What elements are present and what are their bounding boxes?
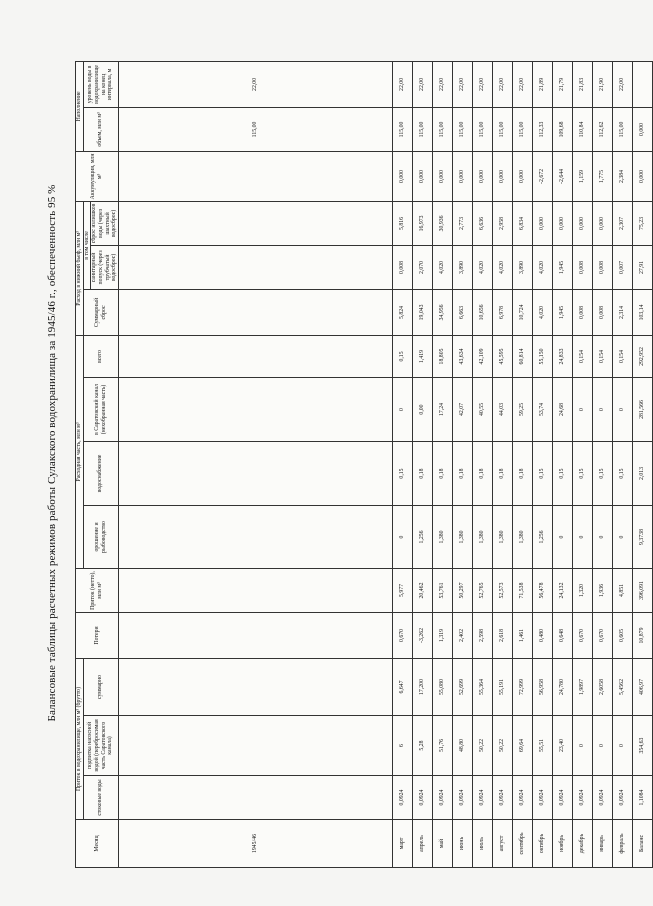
- cell-level: 22,00: [493, 61, 513, 107]
- cell-canal: 59,25: [513, 377, 533, 441]
- cell-month: декабрь: [573, 820, 593, 868]
- cell-discharge: 5,824: [393, 289, 413, 335]
- cell-spill: 2,307: [613, 201, 633, 245]
- cell-net: 4,851: [613, 568, 633, 612]
- table-row: [413, 61, 433, 867]
- cell-accum: 1,159: [573, 151, 593, 201]
- cell-pumped: 6: [393, 716, 413, 776]
- header-net-inflow: Приток (нетто), млн м³: [76, 568, 119, 612]
- cell-water-supply: 0,18: [473, 441, 493, 505]
- cell-net: 396,091: [633, 568, 653, 612]
- cell-spill: 0,000: [593, 201, 613, 245]
- cell-canal: 0,00: [413, 377, 433, 441]
- cell-sanitary: 3,890: [513, 245, 533, 289]
- cell-cons-total: 24,833: [553, 335, 573, 377]
- cell-spill: 75,23: [633, 201, 653, 245]
- cell-accum: 0,000: [513, 151, 533, 201]
- cell-runoff: 0,0924: [533, 776, 553, 820]
- balance-table: [75, 61, 653, 868]
- header-volume: объем, млн м³: [83, 107, 118, 151]
- cell-losses: 0,670: [573, 612, 593, 658]
- cell-water-supply: 0,18: [433, 441, 453, 505]
- cell-canal: 281,566: [633, 377, 653, 441]
- table-row: [513, 61, 533, 867]
- cell-volume: 109,68: [553, 107, 573, 151]
- cell-total: 5,4562: [613, 658, 633, 715]
- cell-losses: 2,598: [473, 612, 493, 658]
- cell-cons-total: 0,154: [613, 335, 633, 377]
- cell-total: 17,200: [413, 658, 433, 715]
- cell-water-supply: 0,18: [413, 441, 433, 505]
- header-spill: сброс излишков воды (через шахтный водосброс): [91, 201, 119, 245]
- cell-runoff: 0,0924: [433, 776, 453, 820]
- table-row: [453, 61, 473, 867]
- cell-accum: -2,644: [553, 151, 573, 201]
- cell-water-supply: 0,18: [453, 441, 473, 505]
- cell-discharge: 6,663: [453, 289, 473, 335]
- year-label: 1945/46: [118, 820, 392, 868]
- cell-irrigation: 1,256: [533, 505, 553, 568]
- cell-volume: 112,62: [593, 107, 613, 151]
- cell-canal: 44,03: [493, 377, 513, 441]
- cell-level: 21,79: [553, 61, 573, 107]
- cell-month: январь: [593, 820, 613, 868]
- header-consumption-total: всего: [83, 335, 118, 377]
- header-irrigation: орошение и рыбоводство: [83, 505, 118, 568]
- cell-canal: 24,68: [553, 377, 573, 441]
- cell-level: 21,90: [593, 61, 613, 107]
- cell-sanitary: 0,007: [613, 245, 633, 289]
- cell-pumped: 51,76: [433, 716, 453, 776]
- cell-runoff: 0,0924: [473, 776, 493, 820]
- cell-total: 55,191: [493, 658, 513, 715]
- cell-pumped: 48,80: [453, 716, 473, 776]
- cell-runoff: 0,0924: [573, 776, 593, 820]
- cell-sanitary: 4,020: [493, 245, 513, 289]
- cell-sanitary: 0,008: [573, 245, 593, 289]
- cell-water-supply: 0,15: [533, 441, 553, 505]
- cell-net: 24,132: [553, 568, 573, 612]
- cell-level: 22,00: [513, 61, 533, 107]
- header-pumped: подпитка насосной водой (перебросимая часть Саратовского канала): [83, 716, 118, 776]
- cell-accum: 0,000: [413, 151, 433, 201]
- header-incl: в том числе: [83, 201, 91, 289]
- cell-total: 72,999: [513, 658, 533, 715]
- cell-volume: 115,00: [493, 107, 513, 151]
- cell-pumped: 23,40: [553, 716, 573, 776]
- cell-volume: 115,00: [433, 107, 453, 151]
- cell-irrigation: 0: [613, 505, 633, 568]
- cell-cons-total: 18,805: [433, 335, 453, 377]
- cell-discharge: 10,656: [473, 289, 493, 335]
- cell-irrigation: 1,380: [433, 505, 453, 568]
- cell-accum: -2,672: [533, 151, 553, 201]
- cell-accum: 2,384: [613, 151, 633, 201]
- cell-losses: 0,670: [593, 612, 613, 658]
- header-runoff: стоковые воды: [83, 776, 118, 820]
- table-row: [433, 61, 453, 867]
- cell-total: 2,6058: [593, 658, 613, 715]
- cell-month: июнь: [453, 820, 473, 868]
- cell-net: 71,538: [513, 568, 533, 612]
- cell-cons-total: 60,814: [513, 335, 533, 377]
- cell-losses: 1,461: [513, 612, 533, 658]
- cell-runoff: 0,0924: [393, 776, 413, 820]
- cell-accum: 0,000: [393, 151, 413, 201]
- cell-accum: 0,000: [473, 151, 493, 201]
- cell-pumped: 50,22: [473, 716, 493, 776]
- cell-discharge: 19,043: [413, 289, 433, 335]
- cell-month: Баланс: [633, 820, 653, 868]
- cell-spill: 6,636: [473, 201, 493, 245]
- cell-losses: 0,605: [613, 612, 633, 658]
- cell-losses: 0,480: [533, 612, 553, 658]
- cell-sanitary: 4,020: [433, 245, 453, 289]
- cell-month: март: [393, 820, 413, 868]
- cell-runoff: 0,0924: [513, 776, 533, 820]
- cell-volume: 115,00: [393, 107, 413, 151]
- cell-month: октябрь: [533, 820, 553, 868]
- cell-cons-total: 43,634: [453, 335, 473, 377]
- cell-total: 24,780: [553, 658, 573, 715]
- table-row: [553, 61, 573, 867]
- cell-canal: 17,24: [433, 377, 453, 441]
- cell-irrigation: 1,380: [493, 505, 513, 568]
- cell-water-supply: 0,15: [573, 441, 593, 505]
- table-row: [533, 61, 553, 867]
- cell-spill: 5,816: [393, 201, 413, 245]
- cell-losses: 1,319: [433, 612, 453, 658]
- table-row: [473, 61, 493, 867]
- cell-pumped: 55,51: [533, 716, 553, 776]
- cell-pumped: 50,22: [493, 716, 513, 776]
- cell-month: апрель: [413, 820, 433, 868]
- cell-month: сентябрь: [513, 820, 533, 868]
- cell-net: 50,297: [453, 568, 473, 612]
- cell-accum: 0,000: [453, 151, 473, 201]
- cell-canal: 40,55: [473, 377, 493, 441]
- cell-sanitary: 2,070: [413, 245, 433, 289]
- cell-month: май: [433, 820, 453, 868]
- cell-irrigation: 1,380: [453, 505, 473, 568]
- header-level: уровень воды в водохранилище на конец интервала, м: [83, 61, 118, 107]
- cell-spill: 0,000: [533, 201, 553, 245]
- cell-total: 55,080: [433, 658, 453, 715]
- cell-canal: 0: [573, 377, 593, 441]
- header-discharge-group: Расход в нижний бьеф, млн м³: [76, 201, 84, 335]
- cell-net: 52,573: [493, 568, 513, 612]
- cell-level: 22,00: [413, 61, 433, 107]
- cell-irrigation: 0: [393, 505, 413, 568]
- cell-net: 56,478: [533, 568, 553, 612]
- cell-cons-total: 1,419: [413, 335, 433, 377]
- cell-total: 406,97: [633, 658, 653, 715]
- cell-discharge: 1,945: [553, 289, 573, 335]
- cell-pumped: 5,28: [413, 716, 433, 776]
- cell-losses: 2,618: [493, 612, 513, 658]
- cell-volume: 0,000: [633, 107, 653, 151]
- cell-losses: 0,670: [393, 612, 413, 658]
- cell-net: 52,765: [473, 568, 493, 612]
- cell-month: июль: [473, 820, 493, 868]
- cell-spill: 16,973: [413, 201, 433, 245]
- initial-level: 22,00: [118, 61, 392, 107]
- cell-runoff: 1,1084: [633, 776, 653, 820]
- cell-level: [633, 61, 653, 107]
- cell-month: ноябрь: [553, 820, 573, 868]
- cell-level: 22,00: [393, 61, 413, 107]
- cell-total: 6,647: [393, 658, 413, 715]
- cell-irrigation: 1,380: [473, 505, 493, 568]
- page-heading: Балансовые таблицы расчетных режимов работы Сулакского водохранилища за 1945/46 г., обеспеченность 95 %: [46, 184, 58, 722]
- header-losses: Потери: [76, 612, 119, 658]
- cell-irrigation: 1,380: [513, 505, 533, 568]
- header-filling-group: Наполнение: [76, 61, 84, 151]
- totals-row: [633, 61, 653, 867]
- cell-runoff: 0,0924: [413, 776, 433, 820]
- cell-discharge: 0,008: [593, 289, 613, 335]
- cell-cons-total: 0,15: [393, 335, 413, 377]
- cell-month: август: [493, 820, 513, 868]
- initial-volume: 115,00: [118, 107, 392, 151]
- cell-level: 22,00: [613, 61, 633, 107]
- table-row: [593, 61, 613, 867]
- header-month: Месяц: [76, 820, 119, 868]
- cell-total: 55,364: [473, 658, 493, 715]
- cell-pumped: 354,63: [633, 716, 653, 776]
- cell-volume: 115,00: [513, 107, 533, 151]
- cell-runoff: 0,0924: [553, 776, 573, 820]
- cell-losses: 10,879: [633, 612, 653, 658]
- cell-volume: 110,84: [573, 107, 593, 151]
- cell-level: 22,00: [453, 61, 473, 107]
- cell-sanitary: 0,008: [593, 245, 613, 289]
- cell-spill: 2,773: [453, 201, 473, 245]
- cell-irrigation: 0: [593, 505, 613, 568]
- cell-canal: 0: [613, 377, 633, 441]
- cell-accum: 0,000: [493, 151, 513, 201]
- cell-runoff: 0,0924: [613, 776, 633, 820]
- cell-canal: 0: [393, 377, 413, 441]
- cell-cons-total: 45,595: [493, 335, 513, 377]
- header-consumption-group: Расходная часть, млн м³: [76, 335, 84, 568]
- cell-runoff: 0,0924: [453, 776, 473, 820]
- cell-net: 1,320: [573, 568, 593, 612]
- cell-pumped: 0: [613, 716, 633, 776]
- cell-discharge: 2,314: [613, 289, 633, 335]
- cell-sanitary: 3,890: [453, 245, 473, 289]
- cell-total: 1,9897: [573, 658, 593, 715]
- cell-pumped: 0: [593, 716, 613, 776]
- cell-month: февраль: [613, 820, 633, 868]
- table-row: [493, 61, 513, 867]
- header-water-supply: водоснабжение: [83, 441, 118, 505]
- cell-cons-total: 0,154: [593, 335, 613, 377]
- cell-level: 22,00: [433, 61, 453, 107]
- cell-cons-total: 55,150: [533, 335, 553, 377]
- cell-volume: 115,00: [613, 107, 633, 151]
- cell-water-supply: 0,15: [393, 441, 413, 505]
- cell-irrigation: 0: [573, 505, 593, 568]
- cell-cons-total: 292,952: [633, 335, 653, 377]
- cell-discharge: 6,978: [493, 289, 513, 335]
- header-to-canal: в Саратовский канал (нехобранная часть): [83, 377, 118, 441]
- cell-spill: 30,936: [433, 201, 453, 245]
- cell-water-supply: 0,18: [493, 441, 513, 505]
- cell-water-supply: 2,013: [633, 441, 653, 505]
- header-sanitary: санитарный попуск (через трубчатый водосброс): [91, 245, 119, 289]
- table-row: [573, 61, 593, 867]
- cell-total: 56,958: [533, 658, 553, 715]
- cell-net: 5,977: [393, 568, 413, 612]
- cell-discharge: 0,008: [573, 289, 593, 335]
- cell-spill: 0,000: [553, 201, 573, 245]
- cell-level: 22,00: [473, 61, 493, 107]
- cell-spill: 0,000: [573, 201, 593, 245]
- cell-losses: 0,648: [553, 612, 573, 658]
- cell-canal: 42,07: [453, 377, 473, 441]
- table-row: [393, 61, 413, 867]
- cell-pumped: 0: [573, 716, 593, 776]
- cell-irrigation: 9,3738: [633, 505, 653, 568]
- cell-sanitary: 4,020: [473, 245, 493, 289]
- cell-water-supply: 0,15: [553, 441, 573, 505]
- cell-water-supply: 0,15: [613, 441, 633, 505]
- cell-net: 20,462: [413, 568, 433, 612]
- cell-spill: 6,834: [513, 201, 533, 245]
- table-row: [613, 61, 633, 867]
- cell-accum: 0,000: [433, 151, 453, 201]
- cell-accum: 1,775: [593, 151, 613, 201]
- cell-irrigation: 1,256: [413, 505, 433, 568]
- cell-irrigation: 0: [553, 505, 573, 568]
- header-discharge-sum: Суммарный сброс: [83, 289, 118, 335]
- cell-runoff: 0,0924: [593, 776, 613, 820]
- header-inflow-group: Приток в водохранилище, млн м³ (брутто): [76, 658, 84, 819]
- cell-net: 1,936: [593, 568, 613, 612]
- cell-level: 21,83: [573, 61, 593, 107]
- cell-volume: 115,00: [413, 107, 433, 151]
- header-accumulation: Аккумуляция, млн м³: [76, 151, 119, 201]
- cell-runoff: 0,0924: [493, 776, 513, 820]
- cell-canal: 53,74: [533, 377, 553, 441]
- cell-discharge: 10,724: [513, 289, 533, 335]
- cell-losses: -3,262: [413, 612, 433, 658]
- cell-losses: 2,402: [453, 612, 473, 658]
- cell-volume: 115,00: [453, 107, 473, 151]
- cell-sanitary: 1,945: [553, 245, 573, 289]
- cell-water-supply: 0,18: [513, 441, 533, 505]
- header-total-inflow: суммарно: [83, 658, 118, 715]
- cell-discharge: 103,14: [633, 289, 653, 335]
- cell-pumped: 69,64: [513, 716, 533, 776]
- cell-cons-total: 0,154: [573, 335, 593, 377]
- cell-spill: 2,958: [493, 201, 513, 245]
- cell-volume: 115,00: [473, 107, 493, 151]
- cell-volume: 112,33: [533, 107, 553, 151]
- cell-canal: 0: [593, 377, 613, 441]
- cell-net: 53,761: [433, 568, 453, 612]
- cell-total: 52,699: [453, 658, 473, 715]
- cell-accum: 0,000: [633, 151, 653, 201]
- cell-cons-total: 42,109: [473, 335, 493, 377]
- cell-discharge: 34,956: [433, 289, 453, 335]
- cell-discharge: 4,020: [533, 289, 553, 335]
- cell-water-supply: 0,15: [593, 441, 613, 505]
- cell-sanitary: 27,91: [633, 245, 653, 289]
- cell-sanitary: 4,020: [533, 245, 553, 289]
- cell-sanitary: 0,008: [393, 245, 413, 289]
- cell-level: 21,89: [533, 61, 553, 107]
